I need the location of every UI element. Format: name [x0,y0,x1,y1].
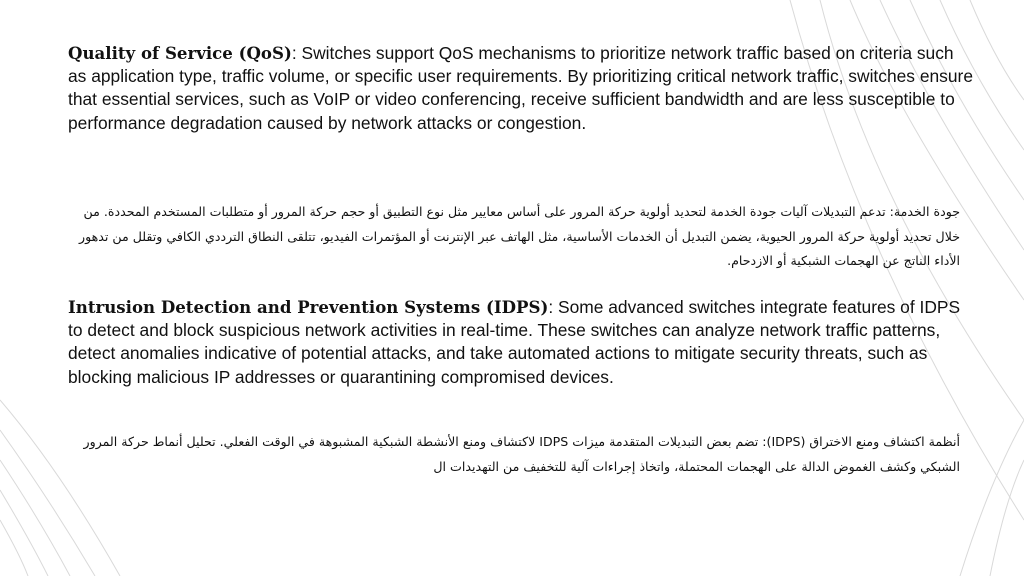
idps-heading: Intrusion Detection and Prevention Systems (IDPS) [68,297,549,317]
decor-line [970,0,1024,100]
qos-body: : Switches support QoS mechanisms to prioritize network traffic based on criteria such as application type, traffic volume, or specific user requirements. By prioritizing critical network traffic, switches ensure that essential services, such as VoIP or video conferencing, receive sufficient bandwidth and are less susceptible to performance degradation caused by network attacks or congestion. [68,43,974,133]
decor-line [0,460,70,576]
qos-arabic-paragraph: جودة الخدمة: تدعم التبديلات آليات جودة الخدمة لتحديد أولوية حركة المرور على أساس معايير مثل نوع التطبيق أو حجم حركة المرور أو متطلبات المستخدم المحددة. من خلال تحديد أولوية حركة المرور الحيوية، يضمن التبديل أن الخدمات الأساسية، مثل الهاتف عبر الإنترنت أو المؤتمرات الفيديو، تتلقى النطاق الترددي الكافي وتقلل من تدهور الأداء الناتج عن الهجمات الشبكية أو الازدحام. [79,204,960,268]
decor-line [0,520,28,576]
qos-heading: Quality of Service (QoS) [68,43,292,63]
decor-line [0,400,120,576]
qos-paragraph [68,42,973,135]
decor-line [990,460,1024,576]
idps-paragraph [68,296,973,389]
decor-line [960,420,1024,576]
idps-body: : Some advanced switches integrate features of IDPS to detect and block suspicious network activities in real-time. These switches can analyze network traffic patterns, detect anomalies indicative of potential attacks, and take automated actions to mitigate security threats, such as blocking malicious IP addresses or quarantining compromised devices. [68,297,961,387]
idps-arabic-paragraph: أنظمة اكتشاف ومنع الاختراق (IDPS): تضم بعض التبديلات المتقدمة ميزات IDPS لاكتشاف ومنع الأنشطة الشبكية المشبوهة في الوقت الفعلي. تحليل أنماط حركة المرور الشبكي وكشف الغموض الدالة على الهجمات المحتملة، واتخاذ إجراءات آلية للتخفيف من التهديدات ال [83,434,960,474]
decor-line [0,490,48,576]
